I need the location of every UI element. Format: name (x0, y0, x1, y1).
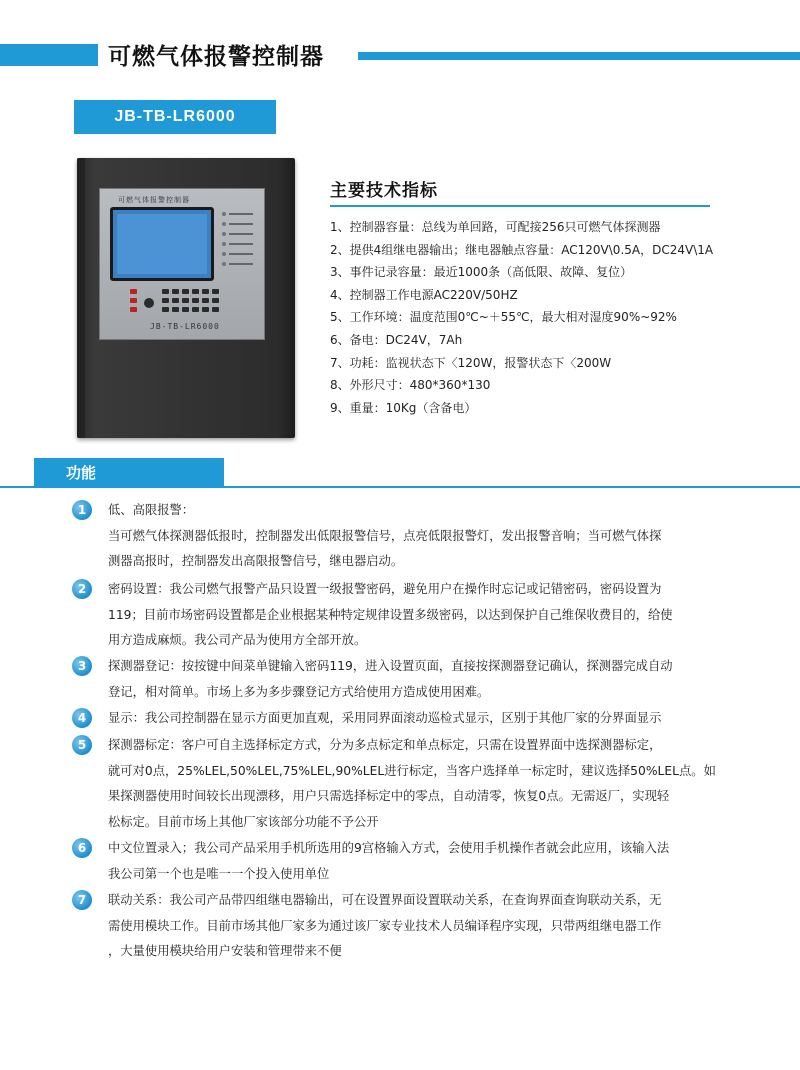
function-line: 联动关系：我公司产品带四组继电器输出，可在设置界面设置联动关系，在查询界面查询联动关系，无 (108, 893, 662, 907)
spec-item: 7、功耗：监视状态下〈120W，报警状态下〈200W (330, 355, 612, 370)
device-shade (77, 158, 85, 438)
function-line: 测器高报时，控制器发出高限报警信号，继电器启动。 (108, 554, 404, 568)
header-accent-right (358, 52, 800, 60)
function-line: 登记，相对简单。市场上多为多步骤登记方式给使用方造成使用困难。 (108, 684, 490, 699)
device-led (222, 251, 258, 257)
header-accent-left (0, 44, 98, 66)
spec-item: 3、事件记录容量：最近1000条（高低限、故障、复位） (330, 265, 633, 280)
device-led (222, 241, 258, 247)
device-model-print: JB-TB-LR6000 (150, 322, 220, 331)
spec-item: 6、备电：DC24V，7Ah (330, 332, 463, 347)
functions-title: 功能 (66, 463, 97, 482)
device-lcd-inner (117, 214, 207, 274)
function-line: 我公司第一个也是唯一一个投入使用单位 (108, 866, 330, 881)
function-line: 当可燃气体探测器低报时，控制器发出低限报警信号，点亮低限报警灯，发出报警音响；当可燃气体探 (108, 528, 662, 543)
number-badge: 3 (72, 656, 92, 676)
device-lcd-screen (110, 207, 214, 281)
functions-underline (0, 486, 800, 488)
specs-list (330, 216, 713, 419)
function-line: 低、高限报警： (108, 503, 195, 517)
function-line: 需使用模块工作。目前市场其他厂家多为通过该厂家专业技术人员编译程序实现，只带两组继电器工作 (108, 918, 662, 933)
function-line: 显示：我公司控制器在显示方面更加直观，采用同界面滚动巡检式显示，区别于其他厂家的分界面显示 (108, 711, 662, 725)
function-line: 中文位置录入；我公司产品采用手机所选用的9宫格输入方式，会使用手机操作者就会此应用，该输入法 (108, 841, 670, 855)
function-line: 密码设置：我公司燃气报警产品只设置一级报警密码，避免用户在操作时忘记或记错密码，密码设置为 (108, 582, 662, 596)
device-led (222, 231, 258, 237)
number-badge: 2 (72, 579, 92, 599)
number-badge: 1 (72, 500, 92, 520)
device-front-panel (99, 188, 265, 340)
function-line: 用方造成麻烦。我公司产品为使用方全部开放。 (108, 633, 367, 647)
number-badge: 6 (72, 838, 92, 858)
device-panel-name: 可燃气体报警控制器 (118, 196, 190, 204)
function-line: 探测器登记：按按键中间菜单键输入密码119，进入设置页面，直接按探测器登记确认，探测器完成自动 (108, 659, 673, 673)
spec-item: 1、控制器容量：总线为单回路，可配接256只可燃气体探测器 (330, 220, 661, 234)
number-badge: 4 (72, 708, 92, 728)
specs-underline (330, 205, 710, 207)
function-line: 就可对0点，25%LEL,50%LEL,75%LEL,90%LEL进行标定，当客户选择单一标定时，建议选择50%LEL点。如 (108, 763, 716, 778)
function-line: 果探测器使用时间较长出现漂移，用户只需选择标定中的零点，自动清零，恢复0点。无需返厂，实现轻 (108, 789, 670, 803)
specs-title: 主要技术指标 (330, 181, 438, 201)
function-line: 松标定。目前市场上其他厂家该部分功能不予公开 (108, 814, 379, 829)
number-badge: 5 (72, 735, 92, 755)
function-line: ，大量使用模块给用户安装和管理带来不便 (108, 944, 342, 958)
spec-item: 5、工作环境：温度范围0℃~＋55℃，最大相对湿度90%~92% (330, 310, 677, 325)
model-label: JB-TB-LR6000 (74, 100, 276, 134)
device-led (222, 261, 258, 267)
device-led (222, 221, 258, 227)
functions-heading (34, 458, 224, 486)
spec-item: 8、外形尺寸：480*360*130 (330, 378, 491, 393)
page-title: 可燃气体报警控制器 (108, 44, 324, 70)
number-badge: 7 (72, 890, 92, 910)
spec-item: 9、重量：10Kg（含备电） (330, 400, 477, 415)
device-led (222, 211, 258, 217)
device-keypad (130, 289, 250, 319)
spec-item: 2、提供4组继电器输出；继电器触点容量：AC120V\0.5A，DC24V\1A (330, 242, 714, 257)
function-line: 探测器标定：客户可自主选择标定方式，分为多点标定和单点标定，只需在设置界面中选探测器标定， (108, 738, 662, 752)
device-image (77, 158, 295, 438)
spec-item: 4、控制器工作电源AC220V/50HZ (330, 287, 518, 302)
function-line: 119；目前市场密码设置都是企业根据某种特定规律设置多级密码，以达到保护自己维保收费目的，给使 (108, 607, 673, 622)
